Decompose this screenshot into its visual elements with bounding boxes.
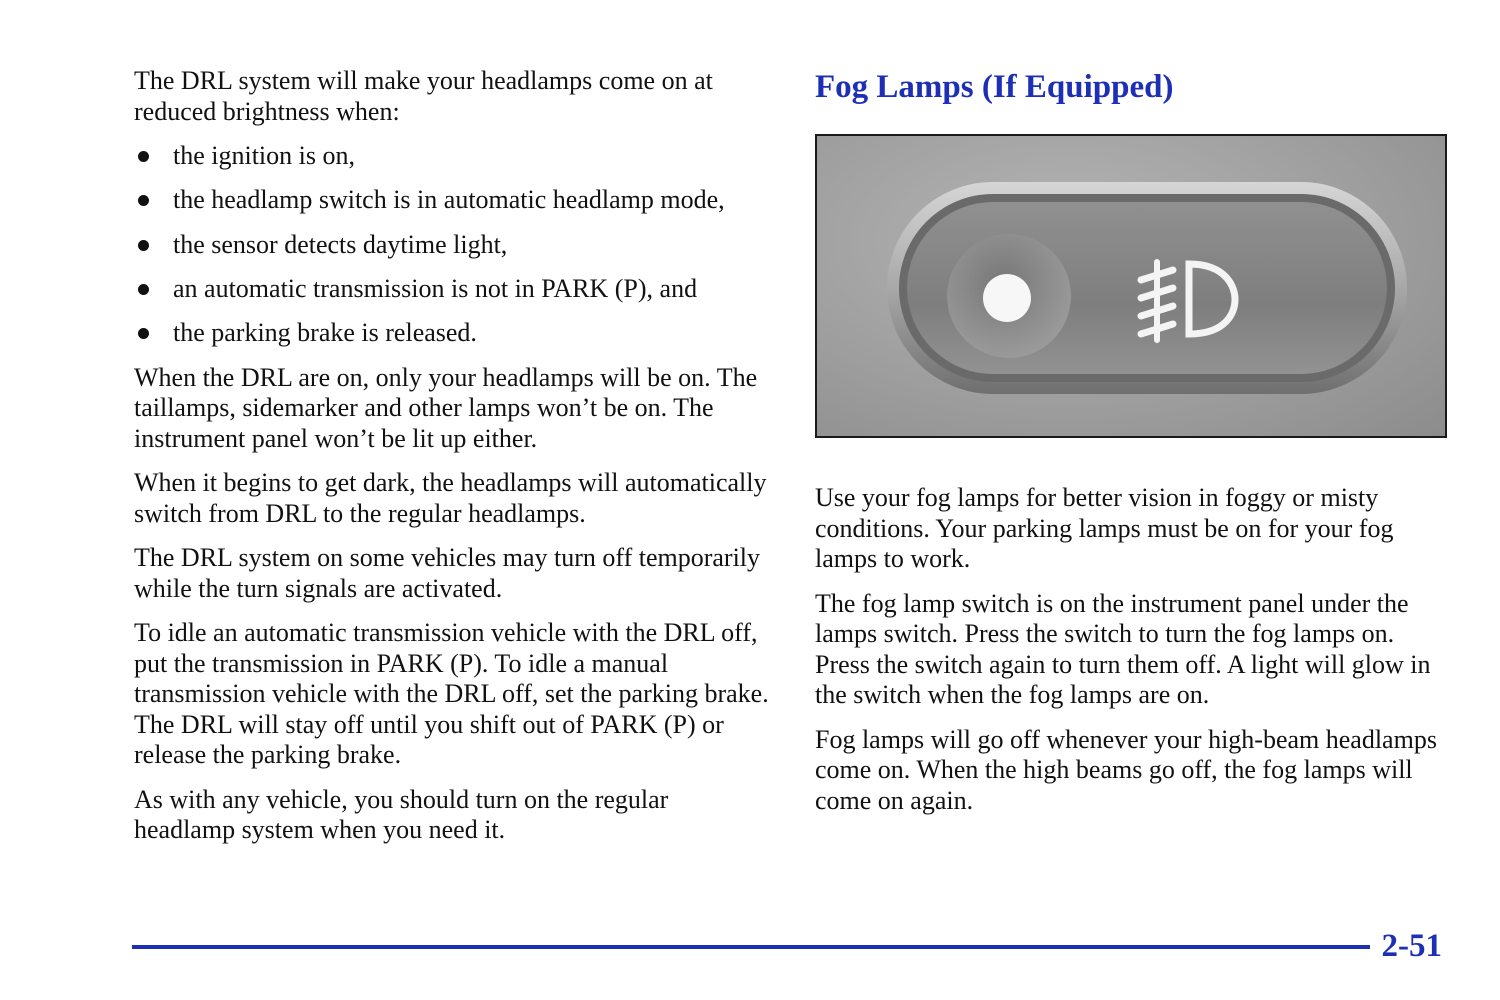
paragraph: Fog lamps will go off whenever your high-beam headlamps come on. When the high beams go off, the fog lamps will come on again. (815, 724, 1437, 815)
list-item-text: the ignition is on, (173, 141, 355, 170)
paragraph: As with any vehicle, you should turn on the regular headlamp system when you need it. (134, 784, 669, 845)
list-item-text: the parking brake is released. (173, 318, 477, 348)
indicator-light-icon (983, 274, 1031, 322)
drl-intro: The DRL system will make your headlamps come on at reduced brightness when: (134, 66, 713, 126)
bullet-icon (138, 284, 149, 295)
page-number: 2-51 (1381, 928, 1442, 964)
paragraph: To idle an automatic transmission vehicle with the DRL off, put the transmission in PARK (P). To idle a manual transmission vehicle with the DRL off, set the parking brake. The DRL will stay off until you shift out of PARK (P) or release the parking brake. (134, 618, 769, 770)
paragraph: The DRL system on some vehicles may turn off temporarily while the turn signals are activated. (134, 543, 761, 603)
list-item (134, 230, 774, 261)
right-column-text (815, 483, 1445, 830)
list-item-text: the headlamp switch is in automatic headlamp mode, (173, 185, 725, 215)
fog-lamp-switch-illustration (817, 136, 1445, 436)
list-item (134, 185, 774, 216)
fog-lamp-switch-figure (815, 134, 1447, 438)
bullet-icon (138, 195, 149, 206)
list-item-text: an automatic transmission is not in PARK (P), and (173, 273, 698, 303)
bullet-icon (138, 240, 149, 251)
list-item (134, 274, 774, 305)
left-column (134, 66, 774, 860)
paragraph: The fog lamp switch is on the instrument panel under the lamps switch. Press the switch to turn the fog lamps on. Press the switch again to turn them off. A light will glow in the switch when the fog lamps are on. (815, 588, 1431, 709)
paragraph: Use your fog lamps for better vision in foggy or misty conditions. Your parking lamps must be on for your fog lamps to work. (815, 483, 1394, 573)
section-heading: Fog Lamps (If Equipped) (815, 69, 1174, 105)
list-item-text: the sensor detects daytime light, (173, 229, 508, 259)
right-column-heading-area (815, 66, 1455, 106)
list-item (134, 141, 774, 172)
drl-conditions-list (134, 141, 774, 349)
list-item (134, 318, 774, 349)
bullet-icon (138, 151, 149, 162)
paragraph: When it begins to get dark, the headlamps will automatically switch from DRL to the regular headlamps. (134, 468, 767, 528)
footer-rule (132, 945, 1370, 949)
bullet-icon (138, 328, 149, 339)
paragraph: When the DRL are on, only your headlamps will be on. The taillamps, sidemarker and other lamps won’t be on. The instrument panel won’t be lit up either. (134, 362, 758, 453)
